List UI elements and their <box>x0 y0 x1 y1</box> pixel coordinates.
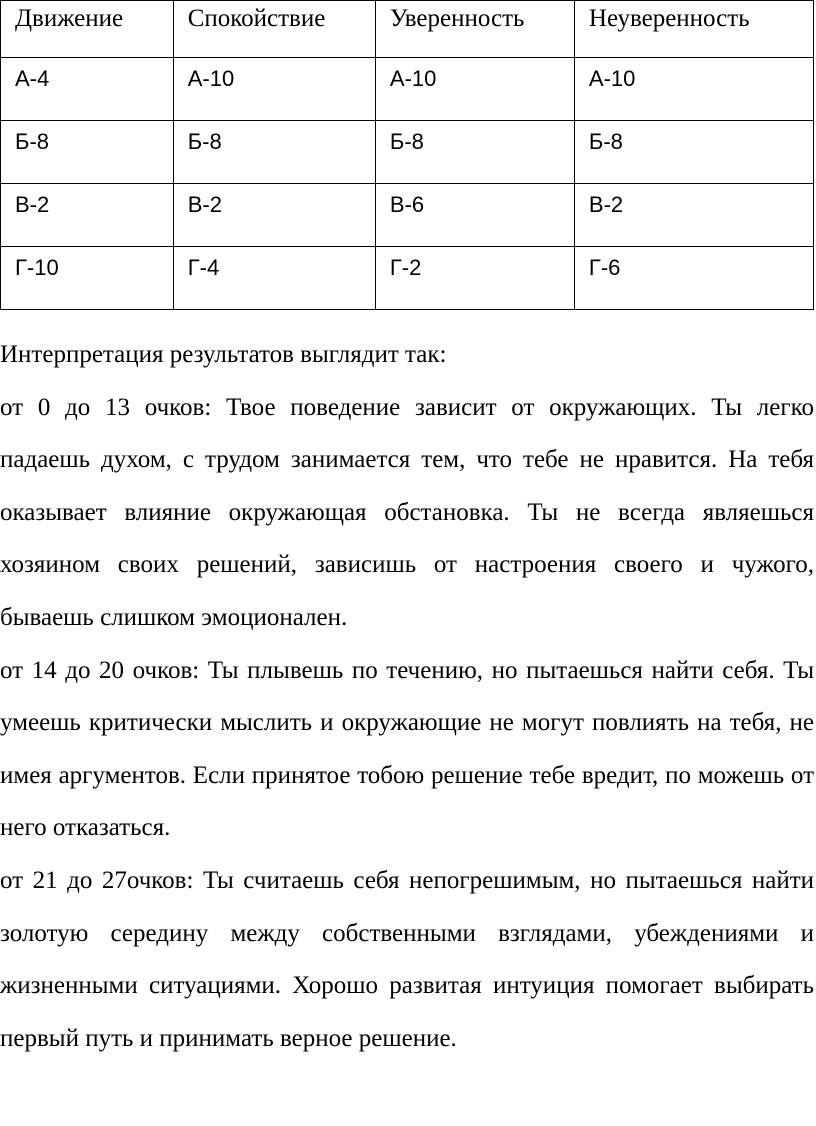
table-cell: А-10 <box>173 58 375 121</box>
table-cell: Г-2 <box>375 247 574 310</box>
interpretation-range-high: от 21 до 27очков: Ты считаешь себя непогрешимым, но пытаешься найти золотую середину между собственными взглядами, убеждениями и жизненными ситуациями. Хорошо развитая интуиция помогает выбирать первый путь и принимать верное решение. <box>0 866 814 1052</box>
table-cell: Б-8 <box>173 121 375 184</box>
header-cell: Движение <box>1 1 174 58</box>
table-cell: Г-4 <box>173 247 375 310</box>
table-header-row <box>1 1 814 58</box>
interpretation-section <box>0 329 814 1065</box>
table-cell: Г-10 <box>1 247 174 310</box>
table-cell: Б-8 <box>1 121 174 184</box>
table-cell: А-10 <box>574 58 813 121</box>
table-cell: А-4 <box>1 58 174 121</box>
table-row <box>1 121 814 184</box>
table-cell: Б-8 <box>375 121 574 184</box>
header-cell: Спокойствие <box>173 1 375 58</box>
interpretation-heading: Интерпретация результатов выглядит так: <box>0 341 447 368</box>
table-cell: В-6 <box>375 184 574 247</box>
header-cell: Уверенность <box>375 1 574 58</box>
table-cell: Б-8 <box>574 121 813 184</box>
interpretation-range-mid: от 14 до 20 очков: Ты плывешь по течению, но пытаешься найти себя. Ты умеешь критически мыслить и окружающие не могут повлиять на тебя, не имея аргументов. Если принятое тобою решение тебе вредит, по можешь от него отказаться. <box>0 656 814 842</box>
table-cell: В-2 <box>1 184 174 247</box>
table-cell: В-2 <box>173 184 375 247</box>
table-row <box>1 58 814 121</box>
table-cell: Г-6 <box>574 247 813 310</box>
header-cell: Неуверенность <box>574 1 813 58</box>
table-cell: В-2 <box>574 184 813 247</box>
table-row <box>1 184 814 247</box>
score-table <box>0 0 814 310</box>
interpretation-range-low: от 0 до 13 очков: Твое поведение зависит от окружающих. Ты легко падаешь духом, с трудом занимается тем, что тебе не нравится. На тебя оказывает влияние окружающая обстановка. Ты не всегда являешься хозяином своих решений, зависишь от настроения своего и чужого, бываешь слишком эмоционален. <box>0 393 814 631</box>
table-row <box>1 247 814 310</box>
table-cell: А-10 <box>375 58 574 121</box>
